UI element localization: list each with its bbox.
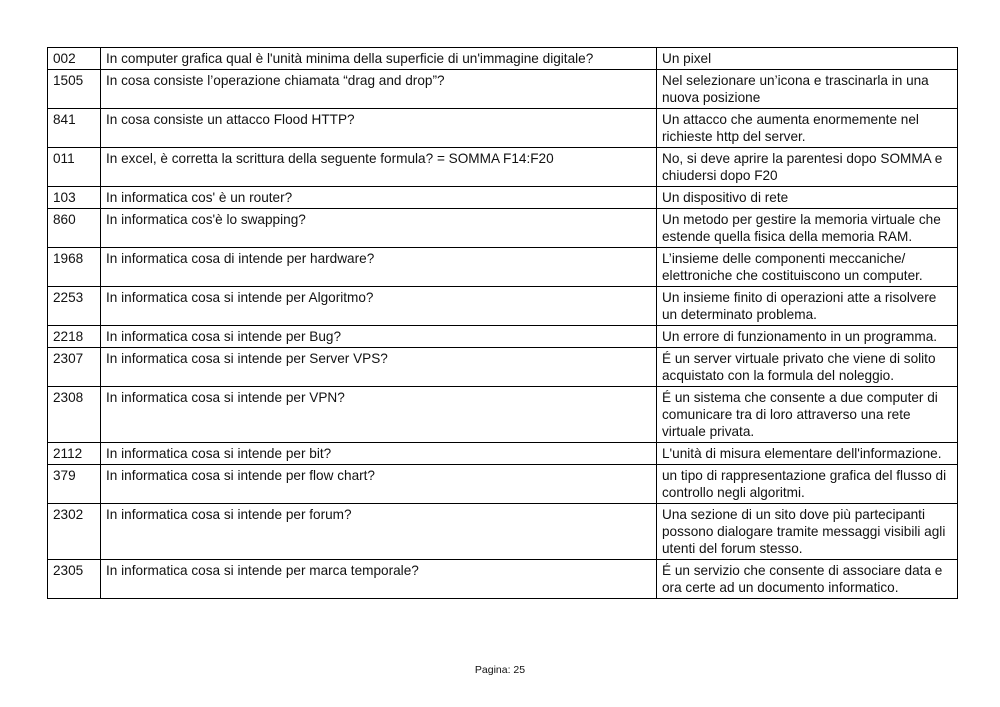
- answer-text-cell: Un pixel: [657, 48, 958, 70]
- table-row: [48, 443, 958, 465]
- table-row: [48, 348, 958, 387]
- question-code-cell: 379: [48, 465, 101, 504]
- answer-text-cell: É un server virtuale privato che viene di solito acquistato con la formula del noleggio.: [657, 348, 958, 387]
- question-text-cell: In informatica cosa si intende per marca temporale?: [101, 560, 657, 599]
- table-row: [48, 287, 958, 326]
- answer-text-cell: No, si deve aprire la parentesi dopo SOMMA e chiudersi dopo F20: [657, 148, 958, 187]
- page-number: Pagina: 25: [474, 664, 526, 676]
- question-code-cell: 1505: [48, 70, 101, 109]
- question-text-cell: In informatica cosa di intende per hardware?: [101, 248, 657, 287]
- question-text-cell: In informatica cosa si intende per Server VPS?: [101, 348, 657, 387]
- quiz-table-body: [48, 48, 958, 599]
- answer-text-cell: Una sezione di un sito dove più partecipanti possono dialogare tramite messaggi visibili agli utenti del forum stesso.: [657, 504, 958, 560]
- question-text-cell: In informatica cosa si intende per bit?: [101, 443, 657, 465]
- table-row: [48, 109, 958, 148]
- question-text-cell: In informatica cosa si intende per flow chart?: [101, 465, 657, 504]
- answer-text-cell: L’insieme delle componenti meccaniche/ elettroniche che costituiscono un computer.: [657, 248, 958, 287]
- table-row: [48, 187, 958, 209]
- question-code-cell: 2302: [48, 504, 101, 560]
- question-text-cell: In informatica cosa si intende per Algoritmo?: [101, 287, 657, 326]
- table-row: [48, 248, 958, 287]
- question-code-cell: 002: [48, 48, 101, 70]
- table-row: [48, 48, 958, 70]
- table-row: [48, 465, 958, 504]
- question-text-cell: In informatica cos'è lo swapping?: [101, 209, 657, 248]
- question-code-cell: 103: [48, 187, 101, 209]
- question-code-cell: 1968: [48, 248, 101, 287]
- answer-text-cell: É un sistema che consente a due computer di comunicare tra di loro attraverso una rete virtuale privata.: [657, 387, 958, 443]
- question-text-cell: In excel, è corretta la scrittura della seguente formula? = SOMMA F14:F20: [101, 148, 657, 187]
- answer-text-cell: Un attacco che aumenta enormemente nel richieste http del server.: [657, 109, 958, 148]
- table-row: [48, 70, 958, 109]
- quiz-table: [47, 47, 958, 599]
- question-text-cell: In cosa consiste l’operazione chiamata “drag and drop”?: [101, 70, 657, 109]
- answer-text-cell: Un metodo per gestire la memoria virtuale che estende quella fisica della memoria RAM.: [657, 209, 958, 248]
- question-text-cell: In informatica cos' è un router?: [101, 187, 657, 209]
- answer-text-cell: Un dispositivo di rete: [657, 187, 958, 209]
- question-code-cell: 860: [48, 209, 101, 248]
- question-text-cell: In informatica cosa si intende per forum?: [101, 504, 657, 560]
- answer-text-cell: un tipo di rappresentazione grafica del flusso di controllo negli algoritmi.: [657, 465, 958, 504]
- table-row: [48, 560, 958, 599]
- answer-text-cell: Un insieme finito di operazioni atte a risolvere un determinato problema.: [657, 287, 958, 326]
- question-text-cell: In informatica cosa si intende per Bug?: [101, 326, 657, 348]
- question-text-cell: In computer grafica qual è l'unità minima della superficie di un'immagine digitale?: [101, 48, 657, 70]
- question-code-cell: 011: [48, 148, 101, 187]
- table-row: [48, 504, 958, 560]
- answer-text-cell: Un errore di funzionamento in un programma.: [657, 326, 958, 348]
- question-text-cell: In cosa consiste un attacco Flood HTTP?: [101, 109, 657, 148]
- question-code-cell: 2218: [48, 326, 101, 348]
- table-row: [48, 148, 958, 187]
- answer-text-cell: L'unità di misura elementare dell'informazione.: [657, 443, 958, 465]
- question-code-cell: 2305: [48, 560, 101, 599]
- question-code-cell: 2307: [48, 348, 101, 387]
- question-code-cell: 2253: [48, 287, 101, 326]
- table-row: [48, 326, 958, 348]
- answer-text-cell: É un servizio che consente di associare data e ora certe ad un documento informatico.: [657, 560, 958, 599]
- question-text-cell: In informatica cosa si intende per VPN?: [101, 387, 657, 443]
- table-row: [48, 209, 958, 248]
- table-row: [48, 387, 958, 443]
- question-code-cell: 841: [48, 109, 101, 148]
- question-code-cell: 2112: [48, 443, 101, 465]
- answer-text-cell: Nel selezionare un’icona e trascinarla in una nuova posizione: [657, 70, 958, 109]
- question-code-cell: 2308: [48, 387, 101, 443]
